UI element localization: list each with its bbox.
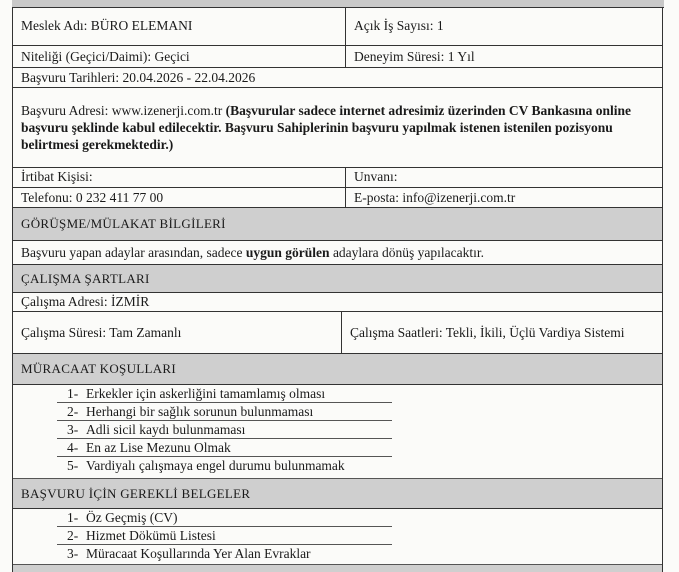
list-item: [12, 545, 663, 565]
interview-text: [13, 241, 662, 264]
job-title: Meslek Adı: BÜRO ELEMANI: [13, 7, 346, 45]
contact-title: Unvanı:: [354, 169, 398, 184]
item-number: 1-: [67, 510, 79, 525]
section-work-conditions: [12, 265, 663, 293]
item-number: 2-: [67, 404, 79, 419]
work-duration: Çalışma Süresi: Tam Zamanlı: [13, 312, 342, 353]
work-hours: Çalışma Saatleri: Tekli, İkili, Üçlü Vardiya Sistemi: [350, 324, 625, 340]
documents-heading: BAŞVURU İÇİN GEREKLİ BELGELER: [21, 485, 251, 501]
item-text: Müracaat Koşullarında Yer Alan Evraklar: [86, 546, 311, 561]
item-number: 1-: [67, 386, 79, 401]
requirements-heading: MÜRACAAT KOŞULLARI: [21, 361, 177, 376]
row-interview-text: [12, 241, 663, 265]
section-interview: [12, 208, 663, 241]
interview-heading: GÖRÜŞME/MÜLAKAT BİLGİLERİ: [21, 216, 226, 231]
bottom-strip: [12, 565, 663, 572]
list-item: [12, 509, 663, 527]
section-documents: [12, 479, 663, 509]
row-type: [12, 46, 663, 68]
contact-person: İrtibat Kişisi:: [13, 168, 346, 187]
contact-email: E-posta: info@izenerji.com.tr: [354, 189, 516, 205]
item-number: 3-: [67, 546, 79, 561]
application-address: Başvuru Adresi: www.izenerji.com.tr: [21, 103, 223, 118]
item-text: Erkekler için askerliğini tamamlamış olması: [86, 386, 326, 401]
row-application-address: [12, 88, 663, 168]
row-work-duration: [12, 312, 663, 354]
list-item: [12, 439, 663, 457]
interview-text-part: Başvuru yapan adaylar arasından, sadece: [21, 244, 246, 260]
work-heading: ÇALIŞMA ŞARTLARI: [21, 270, 150, 286]
row-dates: [12, 68, 663, 88]
list-item: [12, 403, 663, 421]
probation-period: Deneyim Süresi: 1 Yıl: [354, 49, 475, 64]
item-number: 2-: [67, 528, 79, 543]
section-requirements: [12, 354, 663, 385]
openings-count: Açık İş Sayısı: 1: [354, 18, 444, 33]
item-text: En az Lise Mezunu Olmak: [86, 440, 231, 455]
list-item: [12, 421, 663, 439]
item-number: 4-: [67, 440, 79, 455]
interview-text-bold: uygun görülen: [245, 244, 330, 260]
item-text: Öz Geçmiş (CV): [86, 510, 178, 525]
application-address-paragraph: [13, 98, 662, 153]
item-text: Adli sicil kaydı bulunmaması: [86, 422, 246, 437]
job-type: Niteliği (Geçici/Daimi): Geçici: [13, 46, 346, 67]
list-item: [12, 527, 663, 545]
application-note: (Başvurular sadece internet adresimiz üzerinden CV Bankasına online başvuru şeklinde kabul edilecektir. Başvuru Sahiplerinin başvuru yapılmak istenen istenilen pozisyonu belirtmesi gerekmektedir.): [21, 103, 631, 152]
list-item: [12, 385, 663, 403]
list-item: [12, 457, 663, 479]
work-address: Çalışma Adresi: İZMİR: [21, 294, 150, 309]
item-number: 3-: [67, 422, 79, 437]
item-text: Herhangi bir sağlık sorunun bulunmaması: [86, 404, 314, 419]
item-number: 5-: [67, 458, 79, 473]
job-posting-form: [12, 0, 664, 572]
row-title: [12, 7, 663, 46]
interview-text-part: adaylara dönüş yapılacaktır.: [329, 244, 485, 260]
row-work-address: [12, 293, 663, 312]
row-contact-person: [12, 168, 663, 188]
item-text: Vardiyalı çalışmaya engel durumu bulunmamak: [86, 458, 345, 473]
application-dates: Başvuru Tarihleri: 20.04.2026 - 22.04.2026: [21, 69, 256, 85]
contact-phone: Telefonu: 0 232 411 77 00: [13, 188, 346, 207]
row-contact-phone: [12, 188, 663, 208]
item-text: Hizmet Dökümü Listesi: [86, 528, 216, 543]
